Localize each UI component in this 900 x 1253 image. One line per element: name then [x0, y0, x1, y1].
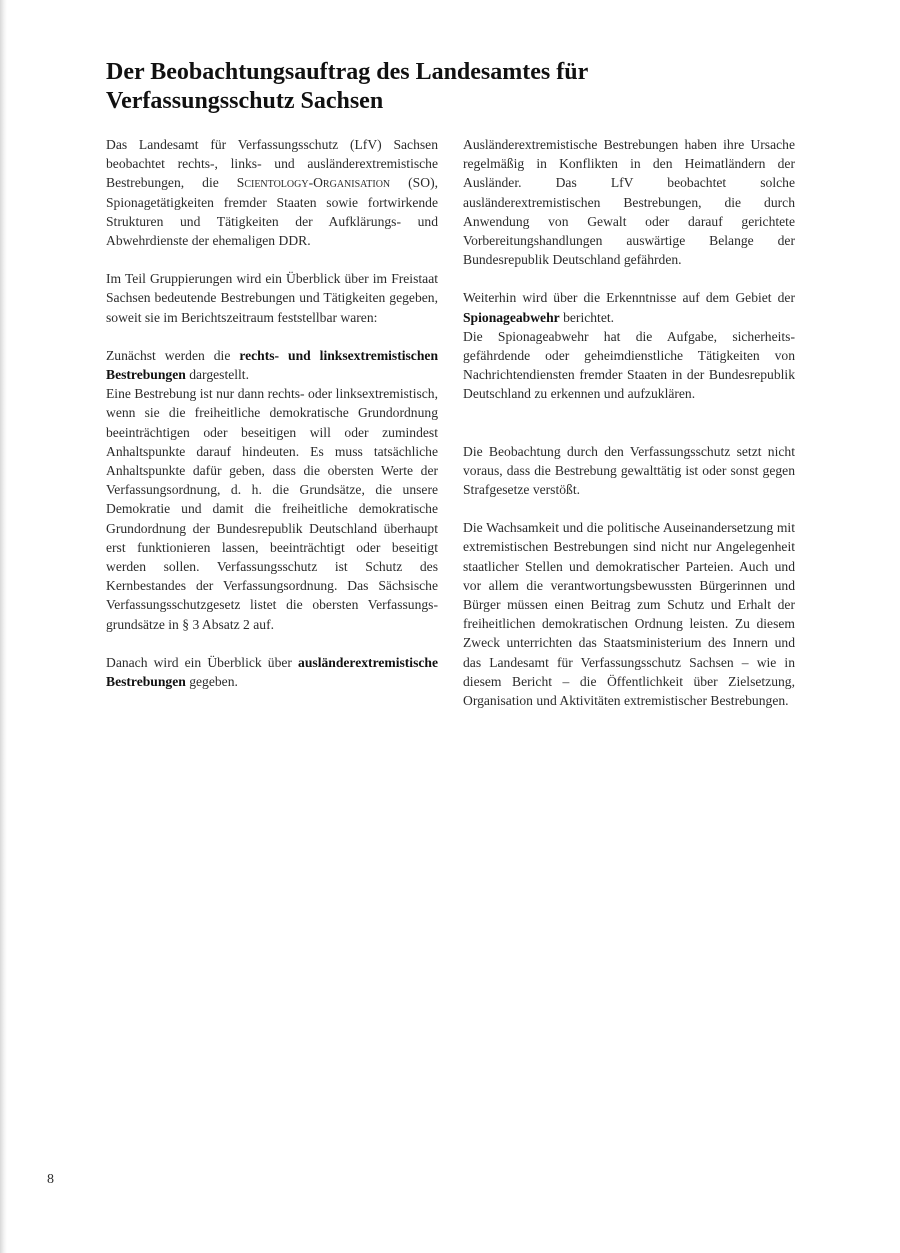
right-paragraph-4: Die Beobachtung durch den Verfassungsschutz setzt nicht voraus, dass die Bestrebung gewalttätig ist oder sonst gegen Strafgesetze verstößt.	[463, 443, 795, 498]
emphasis-rechts-links: rechts- und linksextremistischen Bestrebungen	[106, 347, 438, 383]
organisation-name: Scientology-Organisation	[236, 175, 391, 191]
right-column	[463, 135, 795, 710]
left-paragraph-2: Im Teil Gruppierungen wird ein Überblick über im Freistaat Sachsen bedeutende Bestrebungen und Tätigkeiten gegeben, soweit sie im Berichtszeitraum feststellbar waren:	[106, 271, 438, 325]
emphasis-spionageabwehr: Spionageabwehr	[463, 309, 560, 325]
page-title	[106, 58, 806, 116]
left-column	[106, 135, 438, 691]
page-edge-shadow	[0, 0, 7, 1253]
right-paragraph-3: Die Spionageabwehr hat die Aufgabe, sicherheitsgefährdende oder geheimdienstliche Tätigkeiten von Nachrichtendiensten fremder Staaten in der Bundesrepublik Deutschland zu erkennen und aufzuklären.	[463, 328, 795, 402]
left-paragraph-5: Danach wird ein Überblick über ausländerextremistische Bestrebungen gegeben.	[106, 654, 438, 690]
title-line-2: Verfassungsschutz Sachsen	[106, 88, 384, 114]
title-line-1: Der Beobachtungsauftrag des Landesamtes für	[106, 59, 589, 85]
right-paragraph-5: Die Wachsamkeit und die politische Auseinandersetzung mit extremistischen Bestrebungen sind nicht nur Angelegenheit staatlicher Stellen und demokratischer Parteien. Auch und vor allem die verantwortungsbewussten Bürgerinnen und Bürger müssen einen Beitrag zum Schutz und Erhalt der freiheitlichen demokratischen Ordnung leisten. Zu diesem Zweck unterrichten das Staatsministerium des Innern und das Landesamt für Verfassungsschutz Sachsen – wie in diesem Bericht – die Öffentlichkeit über Zielsetzung, Organisation und Aktivitäten extremistischer Bestrebungen.	[463, 520, 795, 709]
page-number: 8	[47, 1172, 54, 1187]
left-paragraph-1: Das Landesamt für Verfassungsschutz (LfV) Sachsen beobachtet rechts-, links- und ausländerextremistische Bestrebungen, die Scientology-Organisation (SO), Spionagetätigkeiten fremder Staaten sowie fortwirkende Strukturen und Tätigkeiten der Aufklärungs- und Abwehrdienste der ehemaligen DDR.	[106, 137, 438, 249]
left-paragraph-3: Zunächst werden die rechts- und linksextremistischen Bestrebungen dargestellt.	[106, 347, 438, 383]
left-paragraph-4: Eine Bestrebung ist nur dann rechts- oder linksextremistisch, wenn sie die freiheitliche demokratische Grundordnung beeinträchtigen oder beseitigen will oder zumindest Anhaltspunkte darauf hindeuten. Es muss tatsächliche Anhaltspunkte dafür geben, dass die obersten Werte der Verfassungsordnung, d. h. die Grundsätze, die unsere Demokratie und damit die freiheitliche demokratische Grundordnung der Bundesrepublik Deutschland überhaupt erst funktionieren lassen, beeinträchtigt oder beseitigt werden sollen. Verfassungsschutz ist Schutz des Kernbestandes der Verfassungsordnung. Das Sächsische Verfassungsschutzgesetz listet die obersten Verfassungsgrundsätze in § 3 Absatz 2 auf.	[106, 386, 438, 632]
emphasis-auslaender: ausländerextremistische Bestrebungen	[106, 654, 438, 690]
right-paragraph-2: Weiterhin wird über die Erkenntnisse auf dem Gebiet der Spionageabwehr berichtet.	[463, 290, 795, 325]
right-paragraph-1: Ausländerextremistische Bestrebungen haben ihre Ursache regelmäßig in Konflikten in den Heimatländern der Ausländer. Das LfV beobachtet solche ausländerextremistischen Bestrebungen, die durch Anwendung von Gewalt oder darauf gerichtete Vorbereitungshandlungen auswärtige Belange der Bundesrepublik Deutschland gefährden.	[463, 137, 795, 268]
